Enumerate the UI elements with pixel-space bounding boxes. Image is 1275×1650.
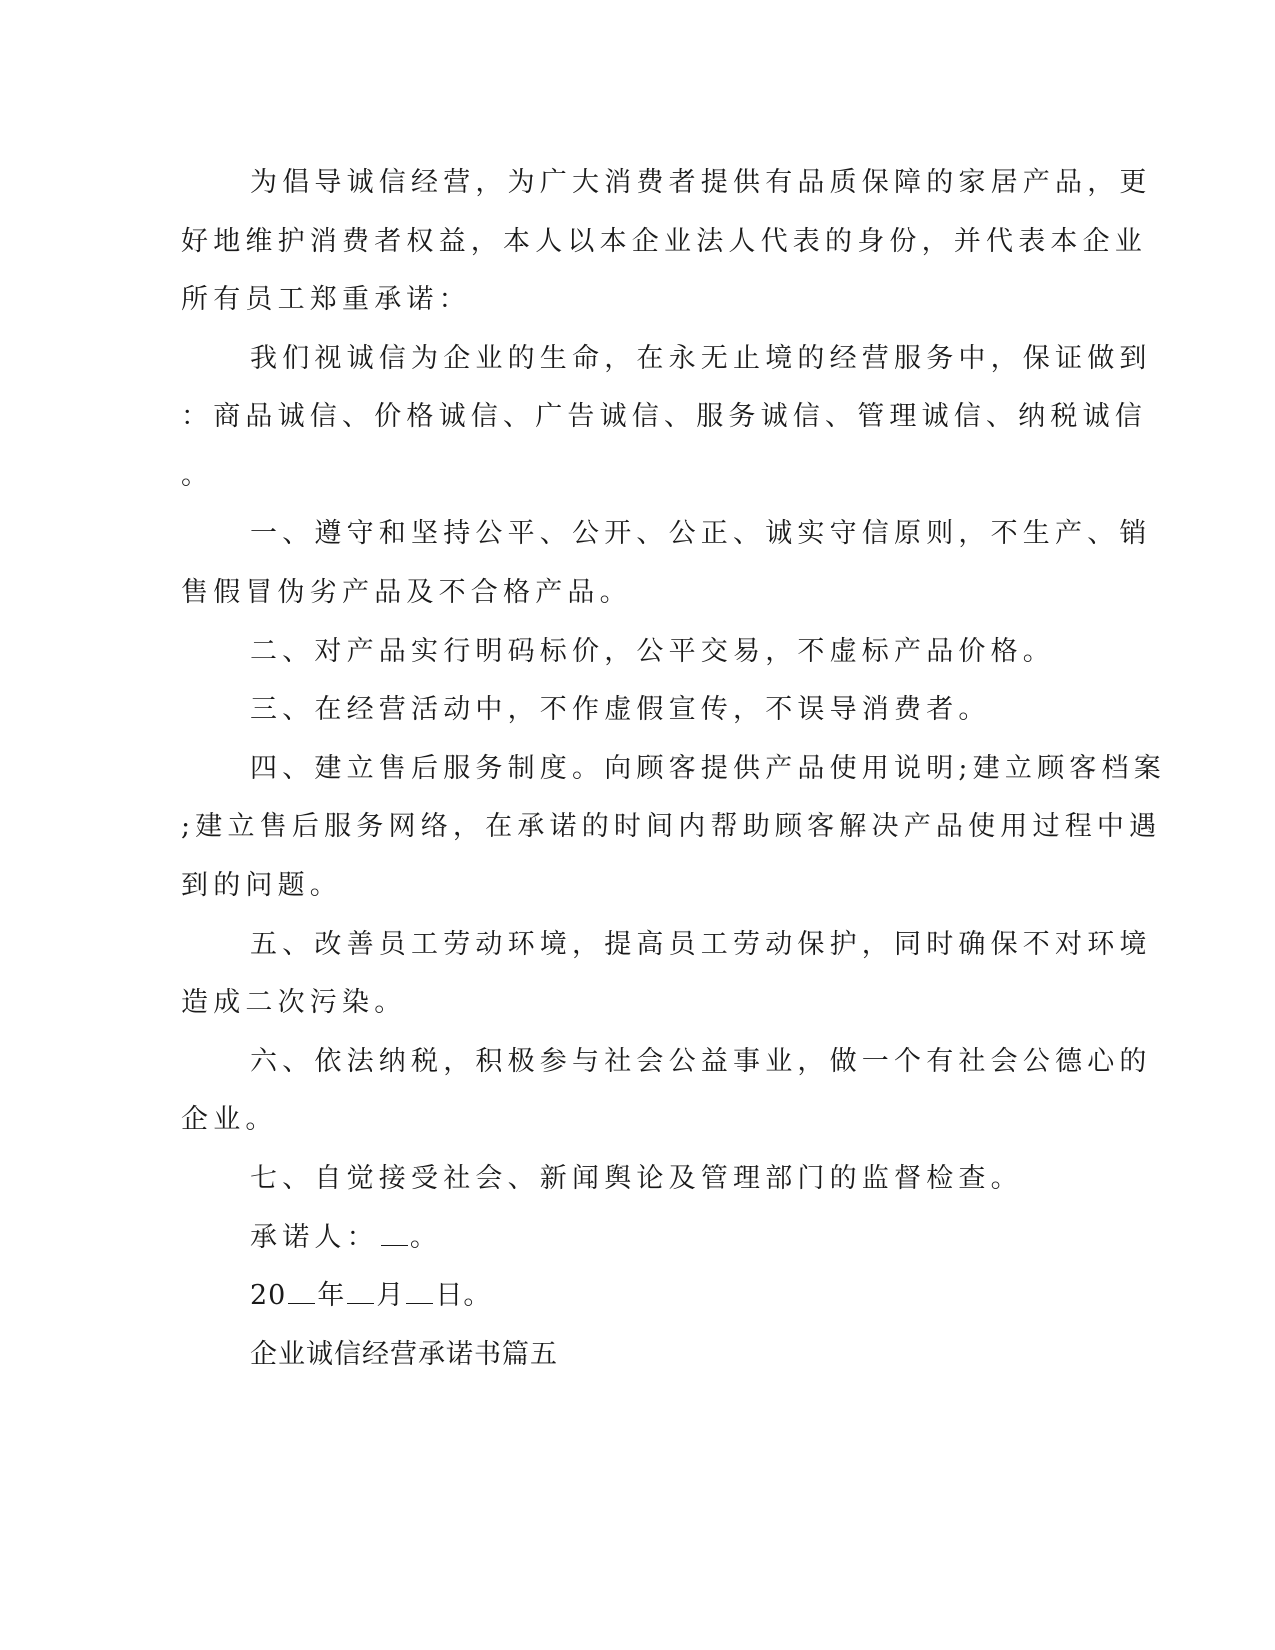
month-blank [347, 1281, 374, 1304]
item5-line-1: 五、改善员工劳动环境，提高员工劳动保护，同时确保不对环境 [250, 929, 1152, 960]
intro-line-1: 为倡导诚信经营，为广大消费者提供有品质保障的家居产品，更 [250, 167, 1152, 198]
intro-line-3: 所有员工郑重承诺： [181, 284, 471, 315]
item6-line-1: 六、依法纳税，积极参与社会公益事业，做一个有社会公德心的 [250, 1046, 1152, 1077]
item5-line-2: 造成二次污染。 [181, 987, 407, 1018]
signer-end: 。 [409, 1222, 443, 1253]
item4-line-1: 四、建立售后服务制度。向顾客提供产品使用说明;建立顾客档案 [250, 753, 1166, 784]
signer-blank [381, 1223, 408, 1246]
pledge-line-1: 我们视诚信为企业的生命，在永无止境的经营服务中，保证做到 [250, 343, 1152, 374]
date-prefix: 20 [250, 1280, 287, 1311]
pledge-line-2: ：商品诚信、价格诚信、广告诚信、服务诚信、管理诚信、纳税诚信 [181, 401, 1147, 432]
item2-line: 二、对产品实行明码标价，公平交易，不虚标产品价格。 [250, 636, 1055, 667]
signer-line [250, 1221, 1110, 1255]
item4-line-2: ;建立售后服务网络，在承诺的时间内帮助顾客解决产品使用过程中遇 [181, 811, 1162, 842]
item7-line: 七、自觉接受社会、新闻舆论及管理部门的监督检查。 [250, 1163, 1023, 1194]
date-day: 日。 [435, 1280, 492, 1311]
next-section-title: 企业诚信经营承诺书篇五 [250, 1339, 558, 1370]
item1-line-2: 售假冒伪劣产品及不合格产品。 [181, 577, 632, 608]
year-blank [288, 1281, 315, 1304]
date-line [250, 1279, 1110, 1313]
pledge-line-3: 。 [181, 460, 214, 491]
date-month: 月 [376, 1280, 405, 1311]
date-year: 年 [317, 1280, 346, 1311]
signer-label: 承诺人： [250, 1222, 379, 1253]
item3-line: 三、在经营活动中，不作虚假宣传，不误导消费者。 [250, 694, 991, 725]
intro-line-2: 好地维护消费者权益，本人以本企业法人代表的身份，并代表本企业 [181, 226, 1147, 257]
day-blank [406, 1281, 433, 1304]
item1-line-1: 一、遵守和坚持公平、公开、公正、诚实守信原则，不生产、销 [250, 518, 1152, 549]
item6-line-2: 企业。 [181, 1104, 278, 1135]
item4-line-3: 到的问题。 [181, 870, 342, 901]
